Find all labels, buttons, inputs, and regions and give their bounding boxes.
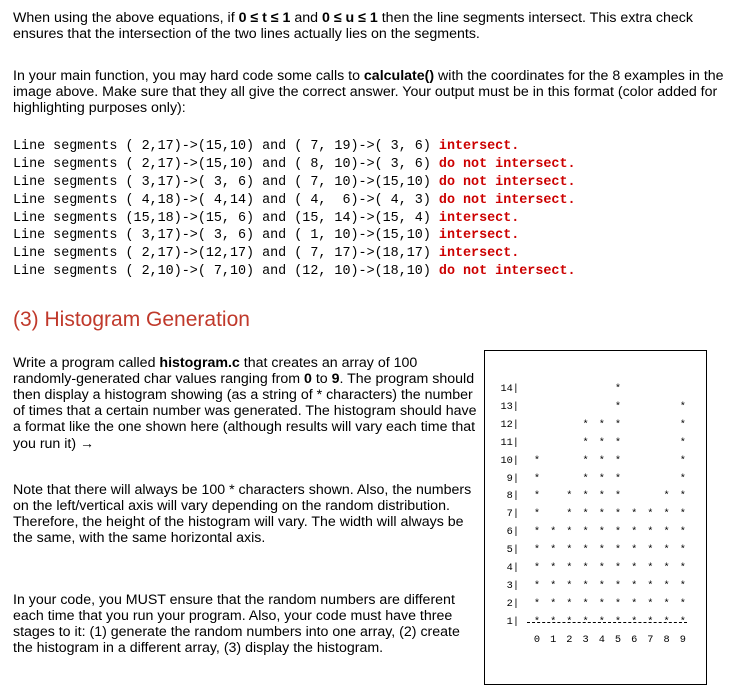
code-line-text: Line segments (15,18)->(15, 6) and (15, 14)->(15, 4) [13,210,439,226]
histogram-star: * [533,526,541,539]
histogram-star: * [679,562,686,574]
histogram-star: * [647,615,654,628]
code-line [13,210,576,228]
histogram-star: * [598,472,605,485]
histogram-x-label: 7 [647,634,654,646]
histogram-star: * [679,472,686,485]
histogram-x-label: 1 [550,634,557,646]
main-function-paragraph [13,68,733,116]
range-min: 0 [304,371,312,387]
histogram-star: * [614,454,622,467]
equation-check-paragraph [13,10,733,42]
histogram-star: * [614,579,622,592]
text-span: that creates an array of 100 randomly-generated char values ranging from [13,355,418,387]
histogram-star: * [614,472,622,485]
histogram-star: * [533,490,541,503]
histogram-example-box [484,350,707,685]
histogram-star: * [533,562,541,574]
histogram-star: * [647,544,654,557]
histogram-row-label: 2| [506,597,519,610]
histogram-row-label: 9| [506,472,519,485]
histogram-star: * [614,490,622,503]
histogram-star: * [679,508,686,521]
histogram-row-label: 7| [506,508,519,521]
intersection-result: do not intersect. [438,264,576,280]
histogram-description-paragraph [13,355,481,452]
code-line [13,174,576,192]
histogram-x-label: 6 [631,634,638,646]
histogram-star: * [663,526,670,539]
histogram-x-label: 5 [614,634,622,646]
histogram-star: * [614,418,622,431]
histogram-star: * [533,454,541,467]
histogram-row-label: 14| [500,383,519,395]
histogram-star: * [566,615,573,628]
histogram-star: * [614,436,622,449]
histogram-star: * [679,454,686,467]
text-span: . The program should then display a histogram showing (as a string of * characters) the number of times that a certain number was generated. The histogram should have a format like the one shown here (although results will vary each time that you run it) [13,371,477,452]
histogram-star: * [582,472,589,485]
histogram-row [485,437,706,452]
range-max: 9 [331,371,340,387]
text-span: When using the above equations, if [13,10,239,26]
histogram-row [485,562,706,577]
histogram-row [485,526,706,541]
histogram-star: * [582,526,589,539]
histogram-star: * [582,562,589,574]
intersection-result: intersect. [438,228,520,244]
code-line [13,192,576,210]
histogram-star: * [533,579,541,592]
histogram-star: * [663,597,670,610]
histogram-star: * [663,544,670,557]
histogram-star: * [614,562,622,574]
histogram-row [485,419,706,434]
code-line [13,156,576,174]
histogram-star: * [598,454,605,467]
code-line [13,245,576,263]
histogram-star: * [582,418,589,431]
histogram-star: * [598,418,605,431]
histogram-star: * [566,597,573,610]
histogram-star: * [679,597,686,610]
code-line [13,227,576,245]
histogram-row [485,580,706,595]
histogram-star: * [598,508,605,521]
text-span: Write a program called [13,355,160,371]
histogram-star: * [533,508,541,521]
histogram-star: * [533,544,541,557]
histogram-star: * [631,562,638,574]
histogram-row-label: 13| [500,400,519,413]
histogram-star: * [663,490,670,503]
section-heading: (3) Histogram Generation [13,308,250,331]
histogram-star: * [614,508,622,521]
histogram-row-label: 11| [500,436,519,449]
histogram-star: * [631,597,638,610]
histogram-star: * [582,579,589,592]
histogram-row [485,473,706,488]
code-line-text: Line segments ( 4,18)->( 4,14) and ( 4, 6)->( 4, 3) [13,192,439,208]
histogram-star: * [533,615,541,628]
histogram-star: * [663,508,670,521]
histogram-star: * [647,562,654,574]
code-line [13,263,576,281]
histogram-star: * [679,400,686,413]
histogram-star: * [598,436,605,449]
condition-t: 0 ≤ t ≤ 1 [238,10,291,26]
histogram-star: * [550,615,557,628]
requirements-paragraph: In your code, you MUST ensure that the random numbers are different each time that you run your program. Also, your code must have three stages to it: (1) generate the random numbers into one array, (2) create the histogram in a different array, (3) display the histogram. [13,592,460,656]
code-line-text: Line segments ( 2,17)->(15,10) and ( 8, 10)->( 3, 6) [13,156,439,172]
histogram-star: * [631,615,638,628]
histogram-star: * [614,597,622,610]
histogram-row-label: 12| [500,418,519,431]
histogram-star: * [566,579,573,592]
text-span: In your main function, you may hard code some calls to [13,68,364,84]
histogram-star: * [582,454,589,467]
histogram-star: * [598,490,605,503]
histogram-star: * [566,508,573,521]
histogram-x-label: 3 [582,634,589,646]
output-example-code-block [13,138,576,281]
histogram-star: * [598,526,605,539]
code-line [13,138,576,156]
histogram-star: * [614,383,622,395]
histogram-star: * [663,615,670,628]
histogram-row [485,490,706,505]
histogram-star: * [679,436,686,449]
histogram-row [485,401,706,416]
histogram-star: * [679,615,686,628]
text-span: to [311,371,332,387]
histogram-row-label: 3| [506,579,519,592]
histogram-star: * [663,562,670,574]
histogram-star: * [631,544,638,557]
condition-u: 0 ≤ u ≤ 1 [322,10,378,26]
histogram-star: * [647,526,654,539]
histogram-star: * [550,562,557,574]
histogram-star: * [647,508,654,521]
histogram-star: * [647,597,654,610]
histogram-star: * [679,526,686,539]
histogram-row-label: 5| [506,544,519,557]
text-span: and [290,10,322,26]
histogram-row [485,544,706,559]
histogram-x-label: 8 [663,634,670,646]
histogram-row [485,455,706,470]
histogram-row-label: 1| [506,615,519,628]
histogram-star: * [647,579,654,592]
histogram-star: * [663,579,670,592]
histogram-x-label: 2 [566,634,573,646]
histogram-star: * [533,472,541,485]
intersection-result: do not intersect. [438,192,576,208]
histogram-star: * [631,579,638,592]
calculate-function-name: calculate() [363,68,435,84]
text-span: then the line segments intersect. This extra check ensures that the intersection of the two lines actually lies on the segments. [13,10,693,42]
histogram-row [485,616,706,631]
histogram-row-label: 10| [500,454,519,467]
code-line-text: Line segments ( 3,17)->( 3, 6) and ( 7, 10)->(15,10) [13,174,439,190]
histogram-star: * [679,418,686,431]
histogram-star: * [566,544,573,557]
histogram-star: * [679,579,686,592]
histogram-star: * [631,526,638,539]
histogram-star: * [614,526,622,539]
code-line-text: Line segments ( 3,17)->( 3, 6) and ( 1, 10)->(15,10) [13,228,439,244]
histogram-star: * [550,526,557,539]
histogram-star: * [566,562,573,574]
code-line-text: Line segments ( 2,17)->(12,17) and ( 7, 17)->(18,17) [13,246,439,262]
histogram-star: * [598,562,605,574]
histogram-row [485,383,706,398]
histogram-row-label: 4| [506,562,519,574]
histogram-star: * [614,400,622,413]
histogram-star: * [533,597,541,610]
text-span: with the coordinates for the 8 examples in the image above. Make sure that they all give the correct answer. Your output must be in this format (color added for highlighting purposes only): [13,68,724,116]
histogram-star: * [550,597,557,610]
histogram-star: * [614,615,622,628]
histogram-star: * [582,490,589,503]
code-line-text: Line segments ( 2,17)->(15,10) and ( 7, 19)->( 3, 6) [13,139,439,154]
histogram-star: * [550,544,557,557]
histogram-x-label: 9 [679,634,686,646]
intersection-result: intersect. [438,139,520,154]
histogram-star: * [582,436,589,449]
histogram-star: * [614,544,622,557]
histogram-star: * [631,508,638,521]
histogram-star: * [598,579,605,592]
histogram-star: * [566,490,573,503]
histogram-star: * [582,597,589,610]
histogram-filename: histogram.c [159,355,240,371]
intersection-result: do not intersect. [438,156,576,172]
intersection-result: do not intersect. [438,174,576,190]
histogram-star: * [582,544,589,557]
right-arrow-icon: → [80,435,95,451]
histogram-star: * [598,615,605,628]
histogram-row-label: 8| [506,490,519,503]
code-line-text: Line segments ( 2,10)->( 7,10) and (12, 10)->(18,10) [13,264,439,280]
histogram-row [485,508,706,523]
histogram-x-label: 0 [533,634,541,646]
histogram-x-label: 4 [598,634,605,646]
histogram-row-label: 6| [506,526,519,539]
histogram-row [485,598,706,613]
histogram-star: * [582,615,589,628]
note-paragraph: Note that there will always be 100 * characters shown. Also, the numbers on the left/vertical axis will vary depending on the random distribution. Therefore, the height of the histogram will vary. The width will always be the same, with the same horizontal axis. [13,482,472,546]
intersection-result: intersect. [438,246,520,262]
histogram-star: * [566,526,573,539]
intersection-result: intersect. [438,210,520,226]
histogram-star: * [598,597,605,610]
histogram-star: * [582,508,589,521]
histogram-star: * [679,544,686,557]
histogram-star: * [550,579,557,592]
histogram-star: * [679,490,686,503]
histogram-star: * [598,544,605,557]
